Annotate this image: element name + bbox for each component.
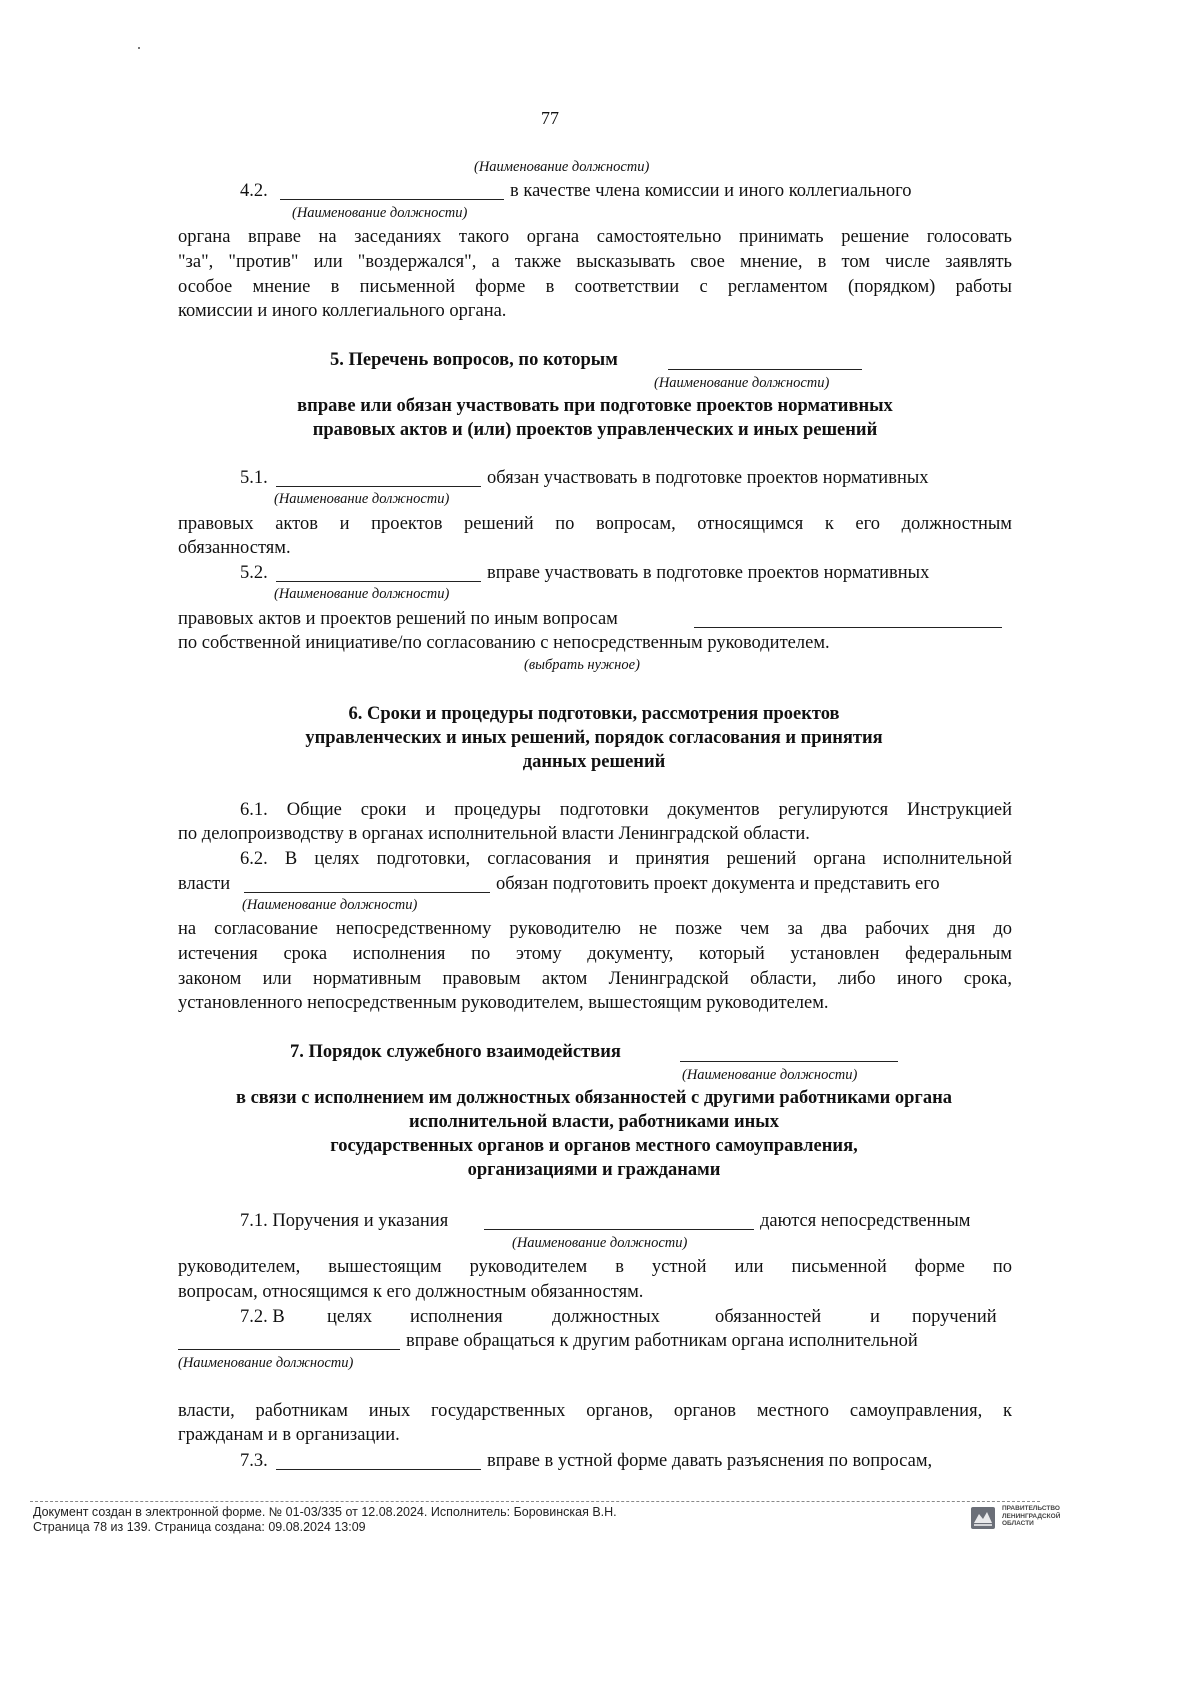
logo-text-line: ОБЛАСТИ [1002, 1520, 1034, 1527]
clause-word: 7.2. В [240, 1307, 285, 1327]
paragraph-line: по делопроизводству в органах исполнительной власти Ленинградской области. [178, 824, 810, 844]
clause-number: 5.2. [240, 563, 268, 583]
clause-text: обязан участвовать в подготовке проектов нормативных [487, 468, 929, 488]
choose-caption: (выбрать нужное) [524, 657, 640, 673]
footer-divider [30, 1501, 1040, 1502]
section-heading: в связи с исполнением им должностных обязанностей с другими работниками органа [235, 1088, 952, 1108]
paragraph-line: гражданам и в организации. [178, 1425, 400, 1445]
footer-line: Документ создан в электронной форме. № 01-03/335 от 12.08.2024. Исполнитель: Боровинская В.Н. [33, 1505, 617, 1519]
paragraph-line: законом или нормативным правовым актом Ленинградской области, либо иного срока, [178, 969, 1012, 989]
position-caption: (Наименование должности) [512, 1235, 688, 1251]
page-number: 77 [541, 108, 559, 128]
clause-text: обязан подготовить проект документа и представить его [496, 874, 940, 894]
clause-word: поручений [912, 1307, 997, 1327]
section-heading: правовых актов и (или) проектов управленческих и иных решений [312, 420, 878, 440]
clause-number: 7.3. [240, 1451, 268, 1471]
blank-line [178, 1349, 400, 1350]
paragraph-line: обязанностям. [178, 538, 291, 558]
blank-line [276, 1469, 481, 1470]
clause-number: 5.1. [240, 468, 268, 488]
blank-line [244, 892, 490, 893]
paragraph-line: комиссии и иного коллегиального органа. [178, 301, 507, 321]
position-caption: (Наименование должности) [274, 586, 450, 602]
paragraph-line: органа вправе на заседаниях такого органа самостоятельно принимать решение голосовать [178, 227, 1012, 247]
clause-text: вправе обращаться к другим работникам органа исполнительной [406, 1331, 918, 1351]
position-caption: (Наименование должности) [654, 375, 830, 391]
paragraph-line: истечения срока исполнения по этому документу, который установлен федеральным [178, 944, 1012, 964]
paragraph-line: 7.1. Поручения и указания [240, 1211, 449, 1231]
blank-line [276, 581, 481, 582]
paragraph-line: 6.2. В целях подготовки, согласования и принятия решений органа исполнительной [240, 849, 1012, 869]
position-caption: (Наименование должности) [242, 897, 418, 913]
government-emblem-icon [970, 1506, 996, 1530]
footer-line: Страница 78 из 139. Страница создана: 09.08.2024 13:09 [33, 1520, 366, 1534]
section-heading: вправе или обязан участвовать при подготовке проектов нормативных [297, 396, 893, 416]
section-heading: данных решений [522, 752, 666, 772]
clause-text: вправе в устной форме давать разъяснения по вопросам, [487, 1451, 933, 1471]
position-caption: (Наименование должности) [474, 159, 650, 175]
blank-line [680, 1061, 898, 1062]
clause-word: должностных [552, 1307, 660, 1327]
clause-number: 4.2. [240, 181, 268, 201]
section-heading: организациями и гражданами [467, 1160, 721, 1180]
paragraph-line: правовых актов и проектов решений по иным вопросам [178, 609, 618, 629]
clause-word: обязанностей [715, 1307, 822, 1327]
paragraph-line: власти [178, 874, 231, 894]
section-heading: управленческих и иных решений, порядок согласования и принятия [305, 728, 883, 748]
paragraph-line: по собственной инициативе/по согласованию с непосредственным руководителем. [178, 633, 830, 653]
position-caption: (Наименование должности) [682, 1067, 858, 1083]
section-heading: 7. Порядок служебного взаимодействия [290, 1042, 621, 1062]
paragraph-line: особое мнение в письменной форме в соответствии с регламентом (порядком) работы [178, 277, 1012, 297]
clause-text: даются непосредственным [760, 1211, 971, 1231]
clause-text: вправе участвовать в подготовке проектов нормативных [487, 563, 930, 583]
logo-text-line: ПРАВИТЕЛЬСТВО [1002, 1505, 1060, 1512]
paragraph-line: вопросам, относящимся к его должностным обязанностям. [178, 1282, 644, 1302]
clause-word: целях [327, 1307, 373, 1327]
paragraph-line: руководителем, вышестоящим руководителем в устной или письменной форме по [178, 1257, 1012, 1277]
section-heading: исполнительной власти, работниками иных [409, 1112, 779, 1132]
blank-line [694, 627, 1002, 628]
section-heading: государственных органов и органов местного самоуправления, [330, 1136, 858, 1156]
blank-line [280, 199, 504, 200]
section-heading: 5. Перечень вопросов, по которым [330, 350, 618, 370]
clause-word: и [870, 1307, 880, 1327]
position-caption: (Наименование должности) [178, 1355, 354, 1371]
paragraph-line: на согласование непосредственному руководителю не позже чем за два рабочих дня до [178, 919, 1012, 939]
logo-text-line: ЛЕНИНГРАДСКОЙ [1002, 1512, 1061, 1520]
blank-line [484, 1229, 754, 1230]
position-caption: (Наименование должности) [292, 205, 468, 221]
paragraph-line: "за", "против" или "воздержался", а также высказывать свое мнение, в том числе заявлять [178, 252, 1012, 272]
clause-word: исполнения [410, 1307, 503, 1327]
paragraph-line: правовых актов и проектов решений по вопросам, относящимся к его должностным [178, 514, 1012, 534]
blank-line [668, 369, 862, 370]
paragraph-line: власти, работникам иных государственных органов, органов местного самоуправления, к [178, 1401, 1012, 1421]
government-logo-text [1002, 1505, 1060, 1528]
section-heading: 6. Сроки и процедуры подготовки, рассмотрения проектов [348, 704, 840, 724]
clause-text: в качестве члена комиссии и иного коллегиального [510, 181, 912, 201]
paragraph-line: 6.1. Общие сроки и процедуры подготовки документов регулируются Инструкцией [240, 800, 1012, 820]
scan-speck [138, 47, 140, 49]
blank-line [276, 486, 481, 487]
paragraph-line: установленного непосредственным руководителем, вышестоящим руководителем. [178, 993, 829, 1013]
position-caption: (Наименование должности) [274, 491, 450, 507]
